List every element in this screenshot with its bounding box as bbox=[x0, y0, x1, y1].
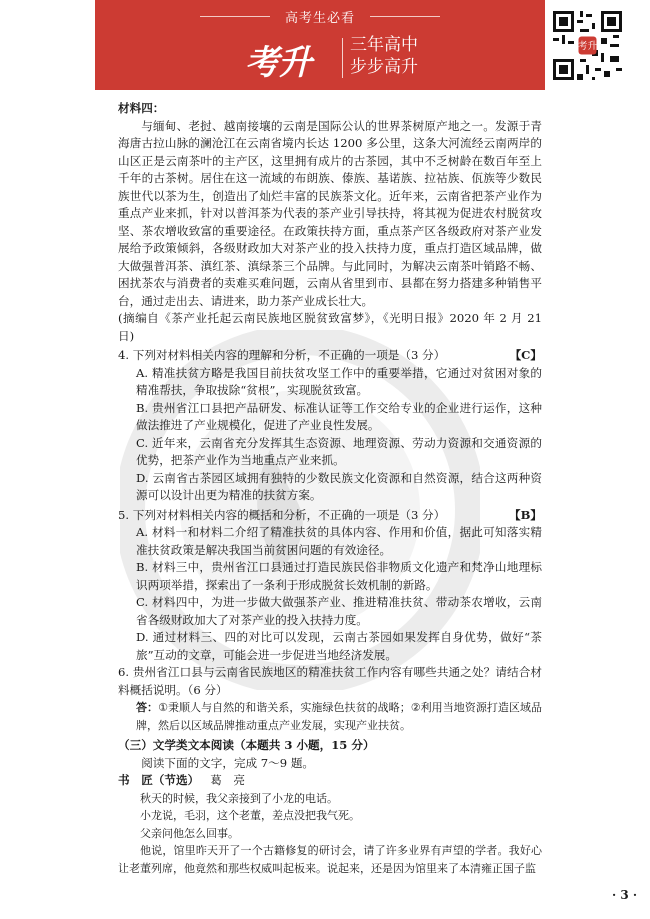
banner-vertical-divider bbox=[342, 38, 343, 78]
banner-top-text: 高考生必看 bbox=[284, 11, 355, 26]
question-4-stem: 4. 下列对材料相关内容的理解和分析，不正确的一项是（3 分） bbox=[118, 348, 446, 362]
qr-center-label: 考升 bbox=[577, 40, 598, 52]
question-4 bbox=[118, 347, 542, 365]
header-banner bbox=[95, 0, 598, 90]
story-title: 书 匠（节选） bbox=[118, 773, 200, 787]
qr-code-icon bbox=[550, 8, 625, 83]
slogan-line-1: 三年高中 bbox=[350, 35, 418, 55]
brand-slogan bbox=[350, 34, 418, 78]
material-heading: 材料四： bbox=[118, 101, 165, 115]
question-5-option-b: B. 材料三中，贵州省江口县通过打造民族民俗非物质文化遗产和梵净山地理标识两项举措，探索出了一条利于形成脱贫长效机制的新路。 bbox=[136, 560, 542, 592]
question-5-stem: 5. 下列对材料相关内容的概括和分析，不正确的一项是（3 分） bbox=[118, 507, 446, 522]
question-6-answer bbox=[118, 699, 542, 734]
question-5-option-a: A. 材料一和材料二介绍了精准扶贫的具体内容、作用和价值，据此可知落实精准扶贫政策是解决我国当前贫困问题的有效途径。 bbox=[136, 525, 542, 557]
question-5-option-c: C. 材料四中，为进一步做大做强茶产业、推进精准扶贫、带动茶农增收，云南省各级财政加大了对茶产业的投入扶持力度。 bbox=[136, 595, 542, 627]
question-4-option-c: C. 近年来，云南省充分发挥其生态资源、地理资源、劳动力资源和交通资源的优势，把茶产业作为当地重点产业来抓。 bbox=[136, 435, 542, 467]
banner-divider-right bbox=[370, 16, 440, 17]
slogan-line-2: 步步高升 bbox=[350, 57, 418, 77]
material-source: (摘编自《茶产业托起云南民族地区脱贫致富梦》，《光明日报》2020 年 2 月 21 日) bbox=[118, 311, 542, 343]
question-5-option-d: D. 通过材料三、四的对比可以发现，云南古茶园如果发挥自身优势，做好“茶旅”互动的文章，可能会进一步促进当地经济发展。 bbox=[136, 630, 542, 662]
question-4-option-b: B. 贵州省江口县把产品研发、标准认证等工作交给专业的企业进行运作，这种做法推进了产业规模化，促进了产业良性发展。 bbox=[136, 400, 542, 432]
question-4-answer: 【C】 bbox=[509, 348, 542, 362]
story-line: 他说，馆里昨天开了一个古籍修复的研讨会，请了许多业界有声望的学者。我好心让老董列席，他竟然和那些权威叫起板来。说起来，还是因为馆里来了本清雍正国子监 bbox=[118, 844, 542, 875]
story-line: 秋天的时候，我父亲接到了小龙的电话。 bbox=[140, 791, 338, 805]
document-content bbox=[118, 100, 542, 877]
question-4-option-d: D. 云南省古茶园区域拥有独特的少数民族文化资源和自然资源，结合这两种资源可以设计出更为精准的扶贫方案。 bbox=[136, 470, 542, 502]
story-title-line bbox=[118, 772, 542, 790]
story-line: 父亲问他怎么回事。 bbox=[140, 826, 239, 840]
section-heading: （三）文学类文本阅读（本题共 3 小题，15 分） bbox=[118, 738, 375, 752]
story-line: 小龙说，毛羽，这个老董，差点没把我气死。 bbox=[140, 809, 360, 822]
section-instruction: 阅读下面的文字，完成 7～9 题。 bbox=[141, 755, 315, 770]
question-5-answer: 【B】 bbox=[509, 507, 542, 522]
story-author: 葛 亮 bbox=[210, 773, 246, 787]
page-number: · 3 · bbox=[612, 888, 638, 902]
answer-text: ①秉顺人与自然的和谐关系，实施绿色扶贫的战略；②利用当地资源打造区域品牌，然后以区域品牌推动重点产业发展，实现产业扶贫。 bbox=[136, 701, 542, 732]
brand-logo: 考升 bbox=[245, 43, 311, 83]
question-6-stem: 6. 贵州省江口县与云南省民族地区的精准扶贫工作内容有哪些共通之处？请结合材料概括说明。（6 分） bbox=[118, 665, 542, 697]
question-5 bbox=[118, 507, 542, 525]
question-4-option-a: A. 精准扶贫方略是我国目前扶贫攻坚工作中的重要举措，它通过对贫困对象的精准帮扶，争取拔除“贫根”，实现脱贫致富。 bbox=[136, 365, 542, 397]
material-body: 与缅甸、老挝、越南接壤的云南是国际公认的世界茶树原产地之一。发源于青海唐古拉山脉的澜沧江在云南省境内长达 1200 多公里，这条大河流经云南两岸的山区正是云南茶叶的主产区，这里拥有成片的古茶园，其中不乏树龄在数百年至上千年的古茶树。居住在这一流域的布朗族、傣族、基诺族、拉祜族、佤族等少数民族世代以茶为生，创造出了灿烂丰富的民族茶文化。近年来，云南省把茶产业作为重点产业来抓，针对以普洱茶为代表的茶产业引导扶持，将其视为促进农村脱贫攻坚、茶农增收致富的重要途径。在政策扶持方面，重点茶产区各级政府对茶产业发展给予政策倾斜，各级财政加大对茶产业的投入扶持力度，重点打造区域品牌，做大做强普洱茶、滇红茶、滇绿茶三个品牌。与此同时，为解决云南茶叶销路不畅、困扰茶农与消费者的卖难买难问题，云南从省里到市、县都在努力搭建多种销售平台，通过走出去、请进来，助力茶产业成长壮大。 bbox=[118, 118, 542, 308]
story-excerpt bbox=[118, 790, 542, 878]
answer-label: 答： bbox=[136, 701, 159, 714]
